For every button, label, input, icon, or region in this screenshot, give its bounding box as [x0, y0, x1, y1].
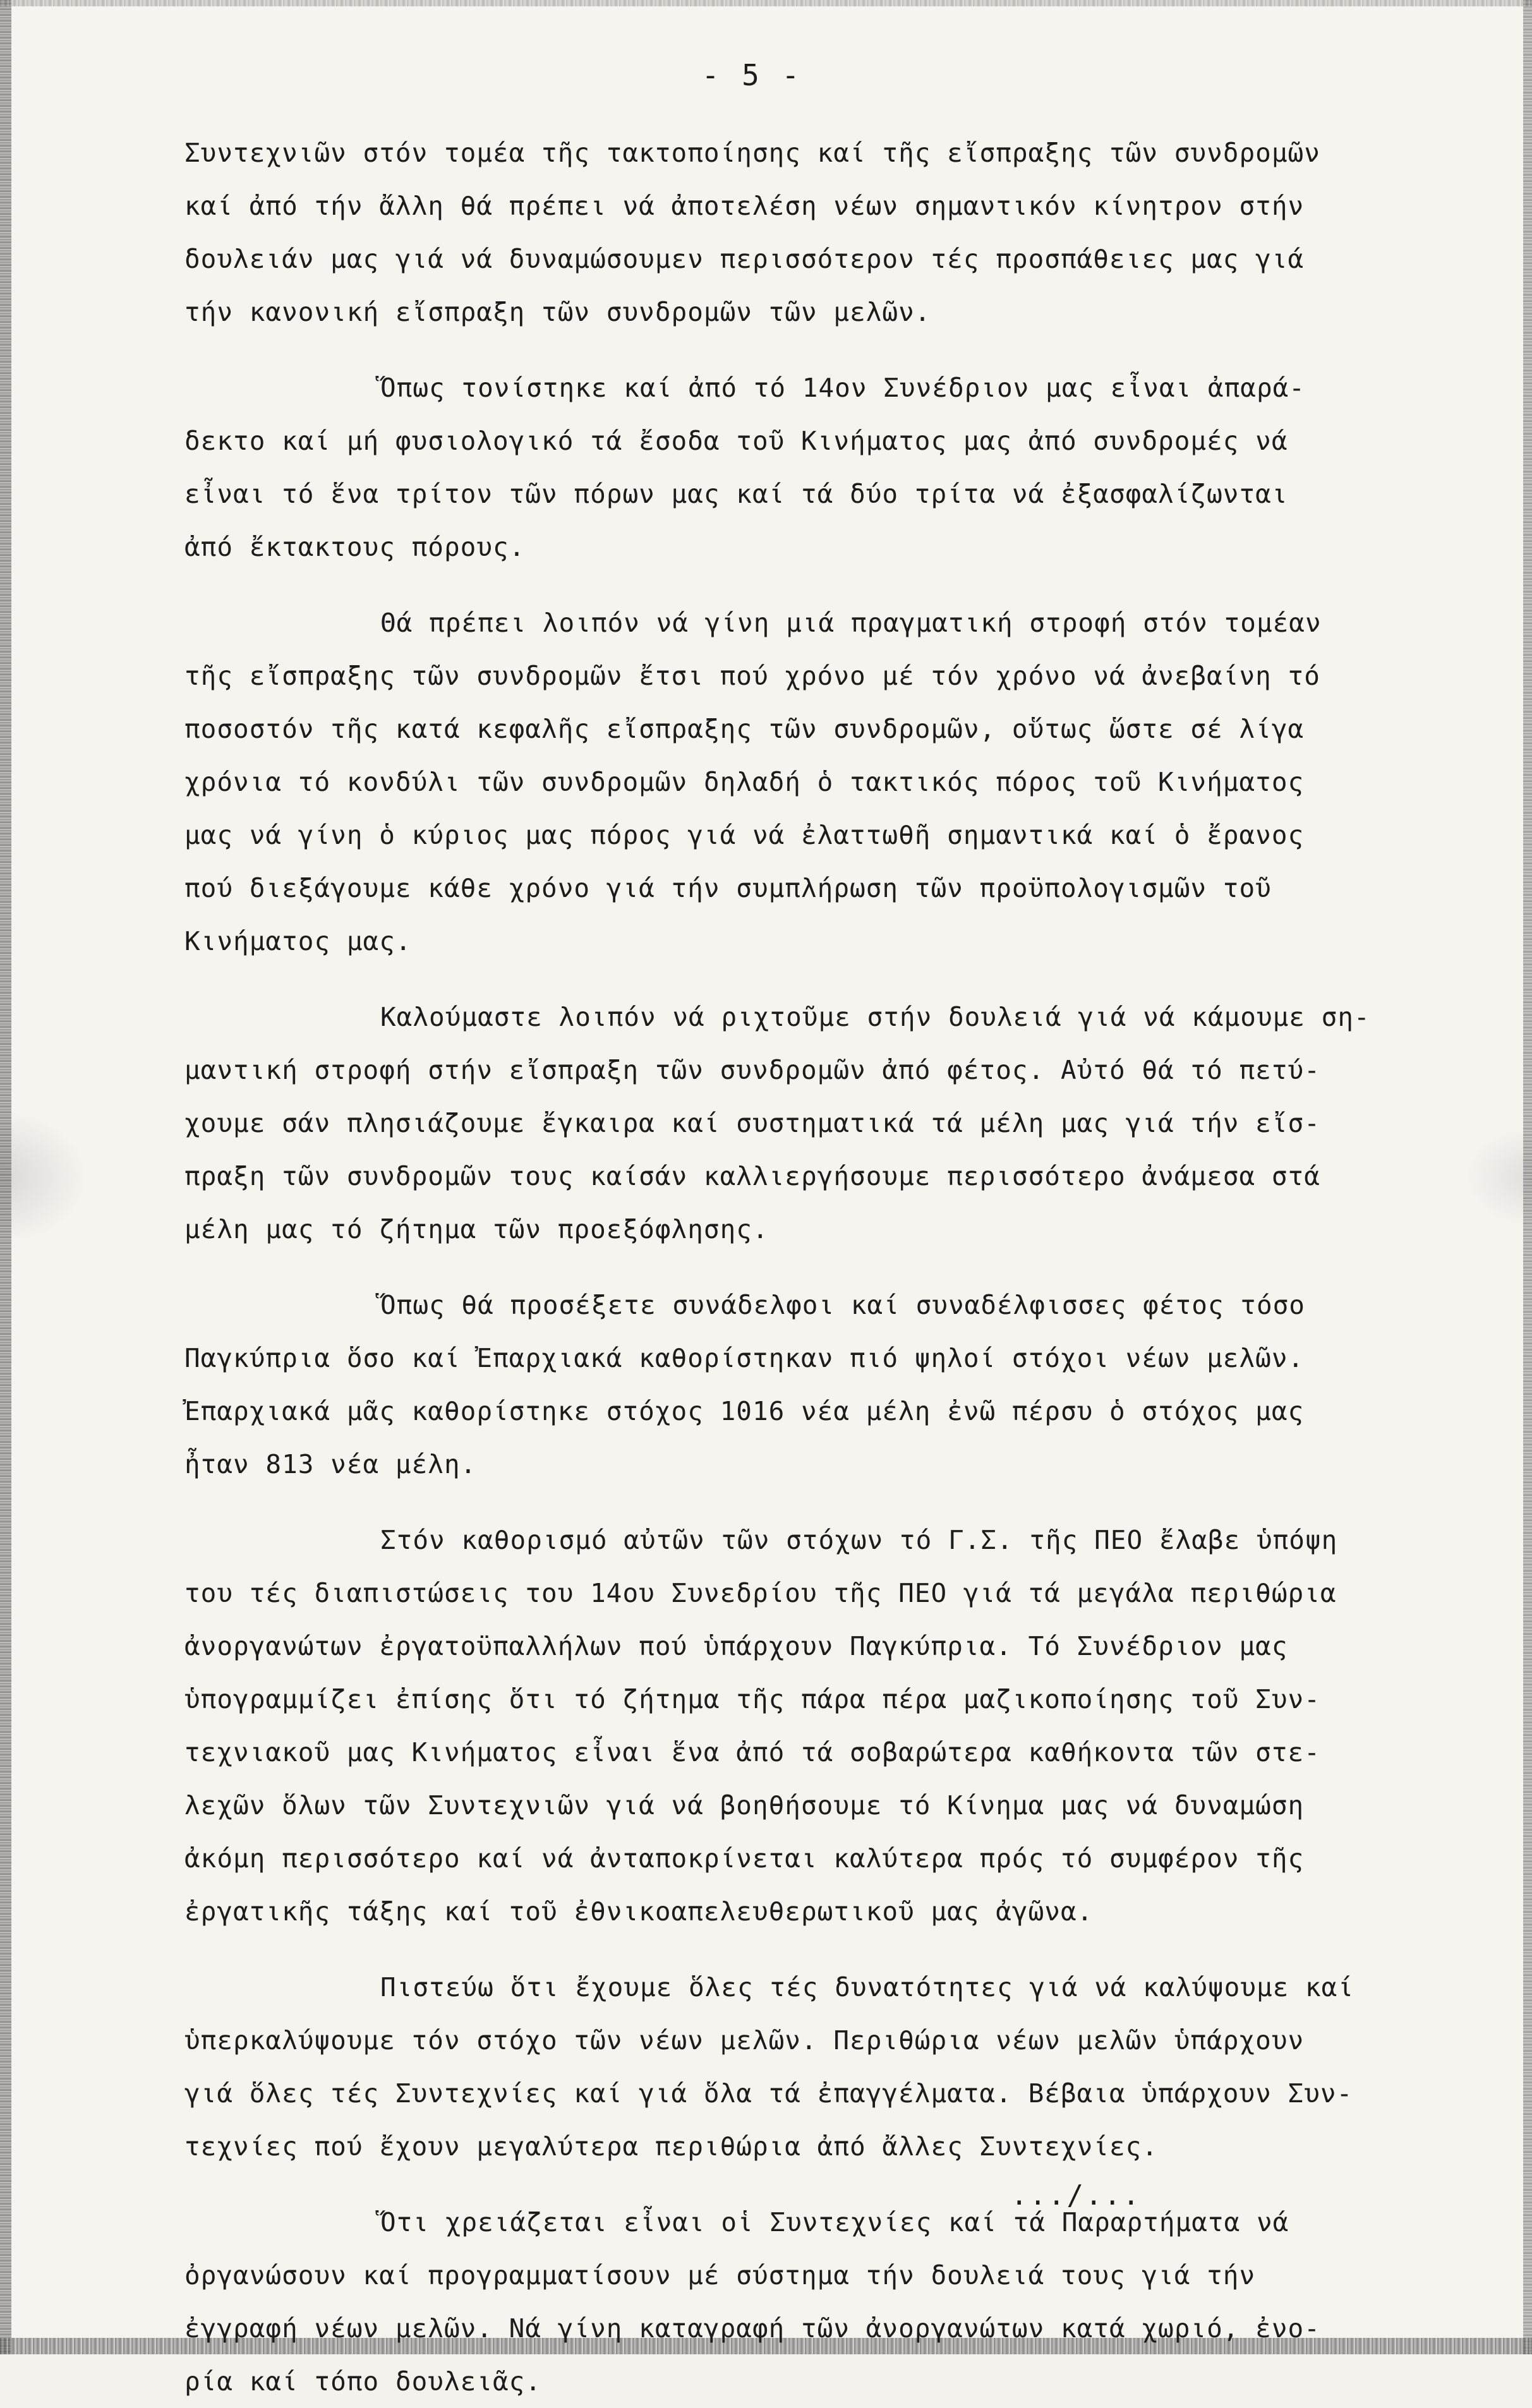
body-text [184, 126, 1416, 2408]
paragraph-gap [184, 1938, 1416, 1961]
text-line: χουμε σάν πλησιάζουμε ἔγκαιρα καί συστηματικά τά μέλη μας γιά τήν εἴσ- [184, 1108, 1320, 1138]
text-line: ὑπερκαλύψουμε τόν στόχο τῶν νέων μελῶν. Περιθώρια νέων μελῶν ὑπάρχουν [184, 2025, 1305, 2056]
text-line: Ὅπως τονίστηκε καί ἀπό τό 14ον Συνέδριον μας εἶναι ἀπαρά- [380, 373, 1305, 403]
text-line: καί ἀπό τήν ἄλλη θά πρέπει νά ἀποτελέση νέων σημαντικόν κίνητρον στήν [184, 191, 1305, 221]
text-line: δουλειάν μας γιά νά δυναμώσουμεν περισσότερον τές προσπάθειες μας γιά [184, 244, 1305, 274]
paragraph-gap [184, 339, 1416, 361]
text-line: Θά πρέπει λοιπόν νά γίνη μιά πραγματική στροφή στόν τομέαν [380, 608, 1322, 638]
text-line: ἐγγραφή νέων μελῶν. Νά γίνη καταγραφή τῶν ἀνοργανώτων κατά χωριό, ἐνο- [184, 2313, 1320, 2344]
paragraph-gap [184, 574, 1416, 596]
text-line: μας νά γίνη ὁ κύριος μας πόρος γιά νά ἐλαττωθῆ σημαντικά καί ὁ ἔρανος [184, 820, 1305, 850]
paragraph-gap [184, 968, 1416, 990]
scan-edge-left [0, 0, 11, 2354]
text-line: λεχῶν ὅλων τῶν Συντεχνιῶν γιά νά βοηθήσουμε τό Κίνημα μας νά δυναμώση [184, 1790, 1305, 1821]
text-line: τήν κανονική εἴσπραξη τῶν συνδρομῶν τῶν μελῶν. [184, 297, 931, 327]
text-line: ἦταν 813 νέα μέλη. [184, 1449, 477, 1479]
text-line: Στόν καθορισμό αὐτῶν τῶν στόχων τό Γ.Σ. τῆς ΠΕΟ ἔλαβε ὑπόψη [380, 1525, 1338, 1555]
text-line: Καλούμαστε λοιπόν νά ριχτοῦμε στήν δουλειά γιά νά κάμουμε ση- [380, 1002, 1370, 1032]
text-line: Συντεχνιῶν στόν τομέα τῆς τακτοποίησης καί τῆς εἴσπραξης τῶν συνδρομῶν [184, 138, 1320, 168]
paragraph [184, 1961, 1416, 2173]
text-line: ἀνοργανώτων ἐργατοϋπαλλήλων πού ὑπάρχουν Παγκύπρια. Τό Συνέδριον μας [184, 1631, 1288, 1661]
text-line: γιά ὅλες τές Συντεχνίες καί γιά ὅλα τά ἐπαγγέλματα. Βέβαια ὑπάρχουν Συν- [184, 2078, 1353, 2109]
paragraph [184, 2196, 1416, 2408]
text-line: ὀργανώσουν καί προγραμματίσουν μέ σύστημα τήν δουλειά τους γιά τήν [184, 2260, 1256, 2291]
text-line: πού διεξάγουμε κάθε χρόνο γιά τήν συμπλήρωση τῶν προϋπολογισμῶν τοῦ [184, 873, 1272, 903]
scan-edge-right [1523, 0, 1532, 2354]
text-line: ρία καί τόπο δουλειᾶς. [184, 2366, 542, 2397]
text-line: Πιστεύω ὅτι ἔχουμε ὅλες τές δυνατότητες γιά νά καλύψουμε καί [380, 1972, 1354, 2002]
text-line: ἀπό ἔκτακτους πόρους. [184, 532, 526, 562]
text-line: εἶναι τό ἕνα τρίτον τῶν πόρων μας καί τά δύο τρίτα νά ἐξασφαλίζωνται [184, 479, 1288, 509]
text-line: ἀκόμη περισσότερο καί νά ἀνταποκρίνεται καλύτερα πρός τό συμφέρον τῆς [184, 1843, 1305, 1874]
text-line: τεχνιακοῦ μας Κινήματος εἶναι ἕνα ἀπό τά σοβαρώτερα καθήκοντα τῶν στε- [184, 1737, 1320, 1767]
paragraph [184, 1279, 1416, 1491]
text-line: πραξη τῶν συνδρομῶν τους καίσάν καλλιεργήσουμε περισσότερο ἀνάμεσα στά [184, 1161, 1320, 1191]
paragraph [184, 126, 1416, 339]
paragraph [184, 596, 1416, 968]
text-line: τῆς εἴσπραξης τῶν συνδρομῶν ἔτσι πού χρόνο μέ τόν χρόνο νά ἀνεβαίνη τό [184, 661, 1320, 691]
text-line: ὑπογραμμίζει ἐπίσης ὅτι τό ζήτημα τῆς πάρα πέρα μαζικοποίησης τοῦ Συν- [184, 1684, 1320, 1714]
paragraph [184, 1514, 1416, 1938]
scan-edge-top [0, 0, 1532, 6]
paragraph-gap [184, 2173, 1416, 2196]
text-line: Παγκύπρια ὅσο καί Ἐπαρχιακά καθορίστηκαν πιό ψηλοί στόχοι νέων μελῶν. [184, 1343, 1305, 1373]
paragraph [184, 361, 1416, 574]
text-line: δεκτο καί μή φυσιολογικό τά ἔσοδα τοῦ Κινήματος μας ἀπό συνδρομές νά [184, 426, 1288, 456]
paragraph-gap [184, 1256, 1416, 1279]
text-line: μαντική στροφή στήν εἴσπραξη τῶν συνδρομῶν ἀπό φέτος. Αὐτό θά τό πετύ- [184, 1055, 1320, 1085]
continued-marker: .../... [1011, 2179, 1142, 2212]
text-line: Ὅπως θά προσέξετε συνάδελφοι καί συναδέλφισσες φέτος τόσο [380, 1290, 1305, 1320]
text-line: τεχνίες πού ἔχουν μεγαλύτερα περιθώρια ἀπό ἄλλες Συντεχνίες. [184, 2131, 1159, 2162]
text-line: ποσοστόν τῆς κατά κεφαλῆς εἴσπραξης τῶν συνδρομῶν, οὕτως ὥστε σέ λίγα [184, 714, 1305, 744]
paragraph [184, 990, 1416, 1256]
text-line: μέλη μας τό ζήτημα τῶν προεξόφλησης. [184, 1214, 769, 1244]
text-line: ἐργατικῆς τάξης καί τοῦ ἐθνικοαπελευθερωτικοῦ μας ἀγῶνα. [184, 1896, 1094, 1927]
text-line: Ἐπαρχιακά μᾶς καθορίστηκε στόχος 1016 νέα μέλη ἐνῶ πέρσυ ὁ στόχος μας [184, 1396, 1305, 1426]
page-number: - 5 - [701, 58, 802, 92]
text-line: Ὅτι χρειάζεται εἶναι οἱ Συντεχνίες καί τά Παραρτήματα νά [380, 2207, 1289, 2237]
text-line: χρόνια τό κονδύλι τῶν συνδρομῶν δηλαδή ὁ τακτικός πόρος τοῦ Κινήματος [184, 767, 1305, 797]
paragraph-gap [184, 1491, 1416, 1514]
text-line: του τές διαπιστώσεις του 14ου Συνεδρίου τῆς ΠΕΟ γιά τά μεγάλα περιθώρια [184, 1578, 1337, 1608]
text-line: Κινήματος μας. [184, 926, 412, 956]
